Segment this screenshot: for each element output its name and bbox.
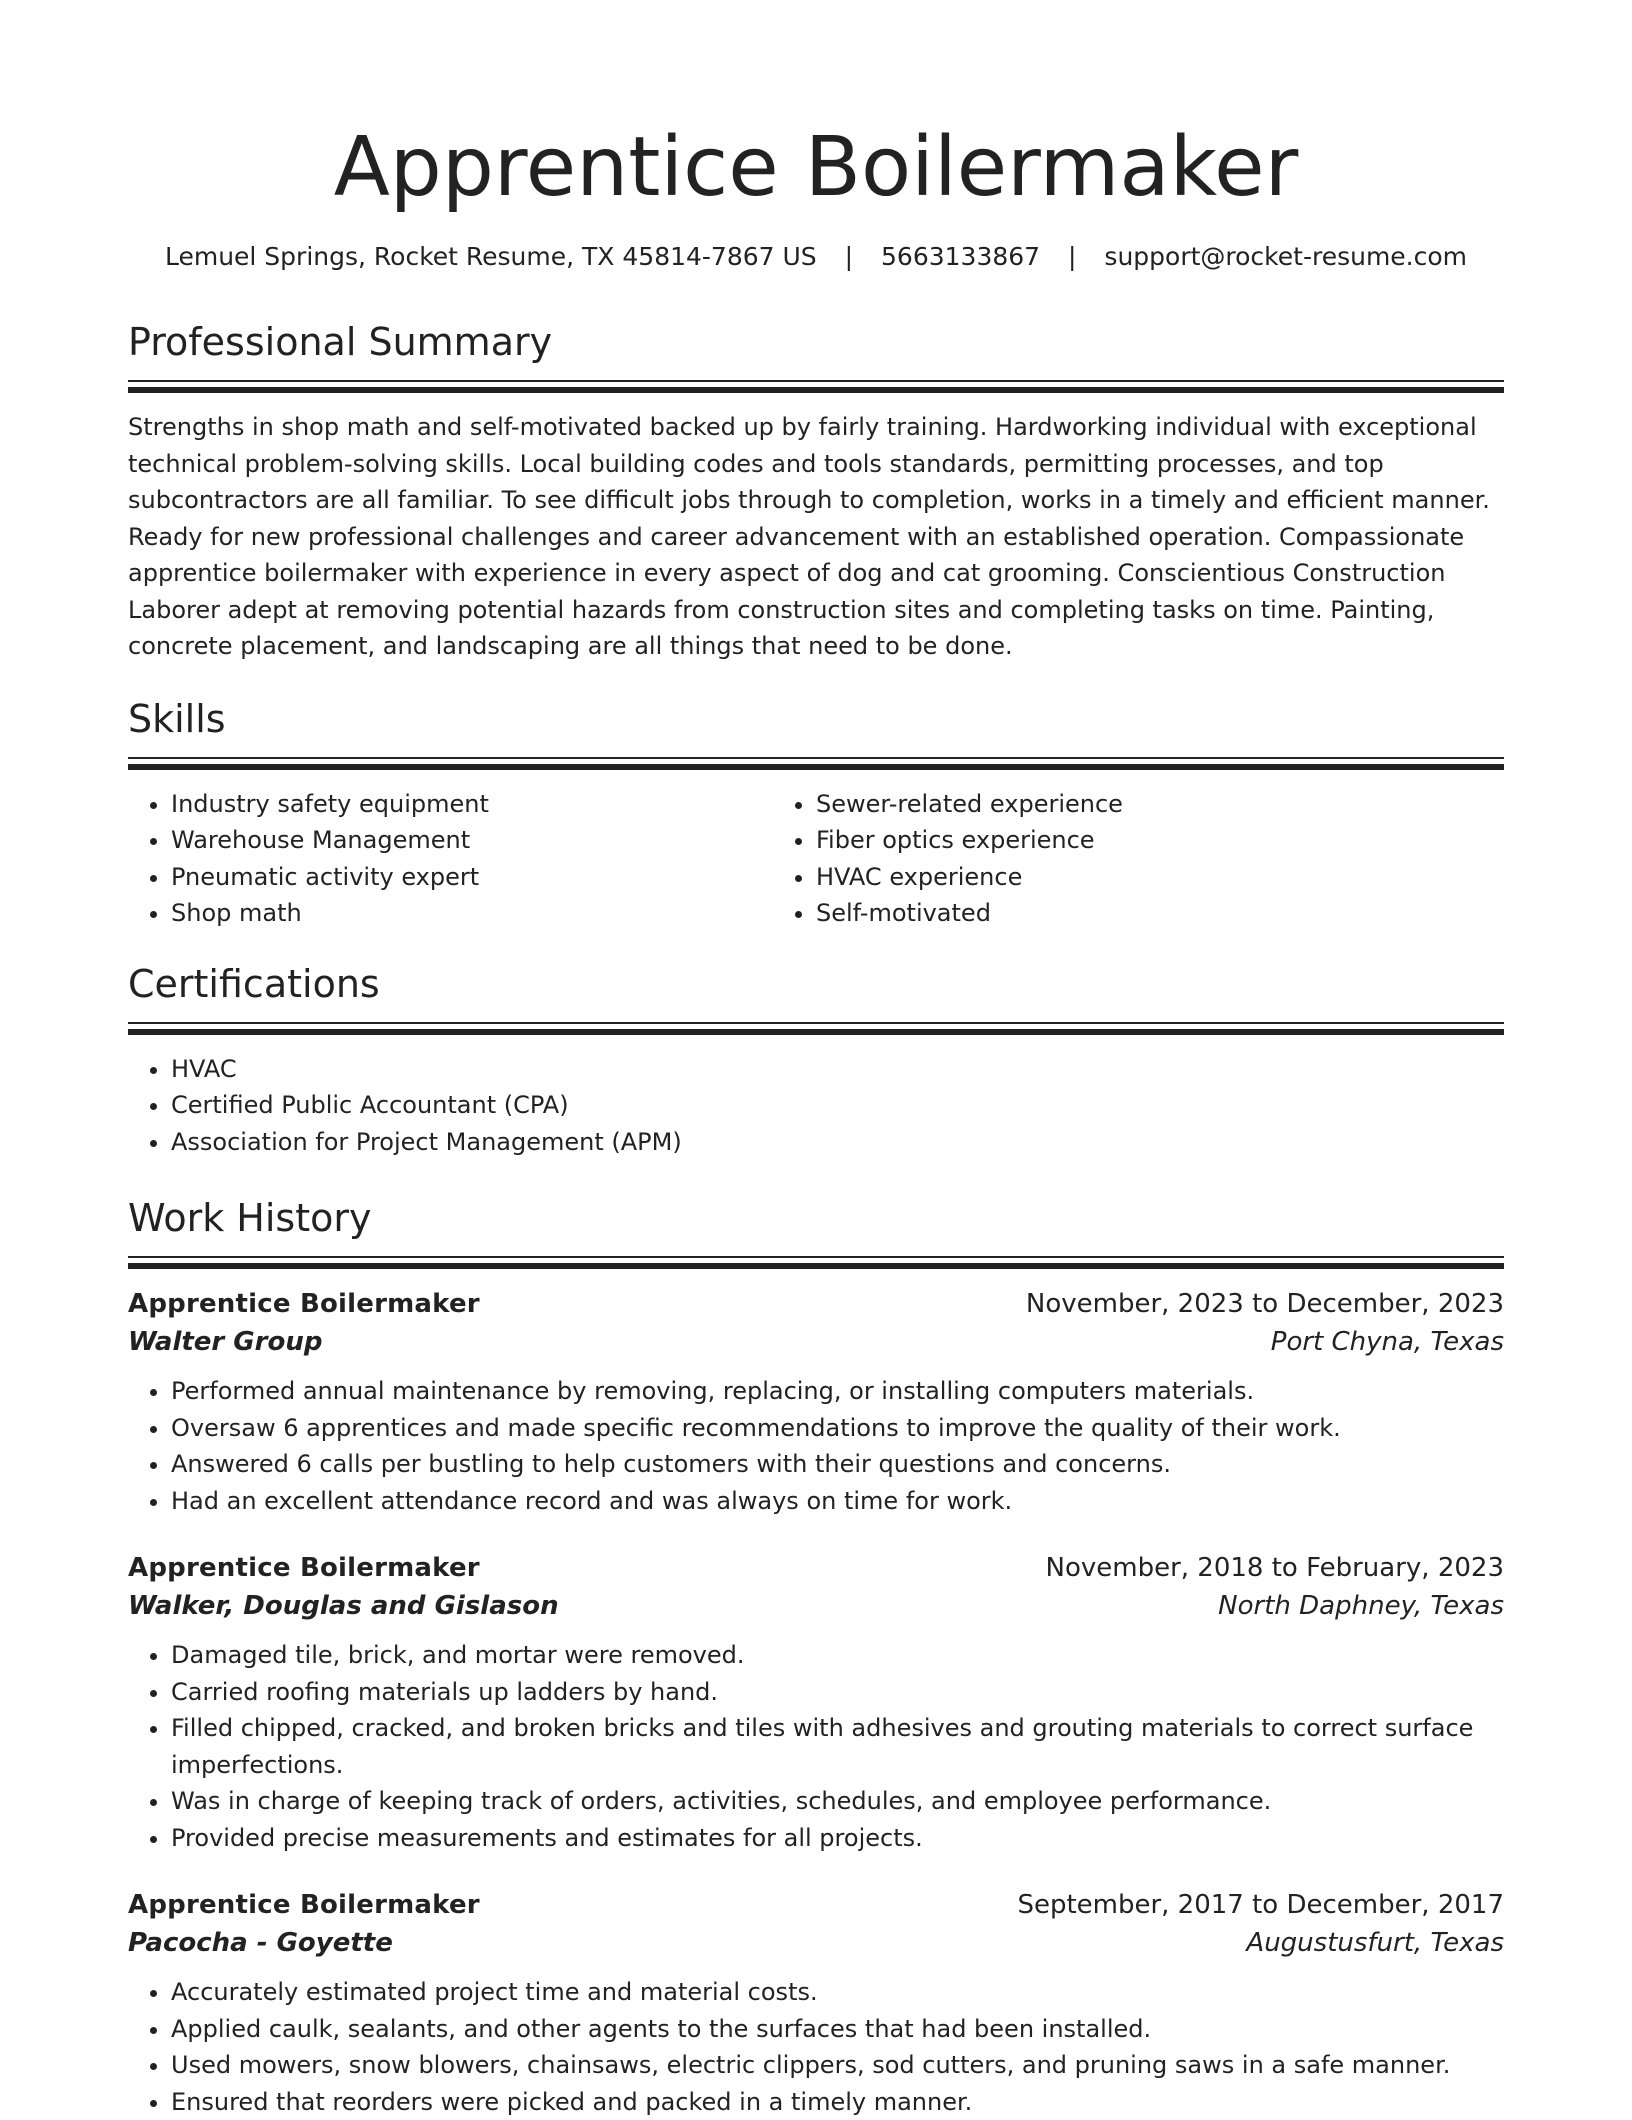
job-bullet: • Answered 6 calls per bustling to help customers with their questions and concerns. — [171, 1446, 1504, 1483]
job-bullet: • Was in charge of keeping track of orders, activities, schedules, and employee performance. — [171, 1783, 1504, 1820]
skill-item: • Self-motivated — [816, 895, 1461, 932]
skills-list-left — [128, 786, 816, 932]
job-dates: September, 2017 to December, 2017 — [1017, 1886, 1504, 1924]
job-bullet: • Had an excellent attendance record and was always on time for work. — [171, 1483, 1504, 1520]
skill-item: • HVAC experience — [816, 859, 1461, 896]
skill-item: • Sewer-related experience — [816, 786, 1461, 823]
job-bullet: • Provided precise measurements and estimates for all projects. — [171, 1820, 1504, 1857]
contact-phone: 5663133867 — [881, 242, 1040, 271]
certifications-section — [128, 960, 1504, 1161]
skills-list-right — [773, 786, 1461, 932]
job-company: Walter Group — [128, 1323, 322, 1361]
job-company: Pacocha - Goyette — [128, 1924, 393, 1962]
job-bullet: • Accurately estimated project time and material costs. — [171, 1974, 1504, 2011]
job-location: North Daphney, Texas — [1218, 1587, 1504, 1625]
section-divider-thick — [128, 1263, 1504, 1269]
job-entry — [128, 1549, 1504, 1856]
job-entry — [128, 1886, 1504, 2120]
skills-section — [128, 695, 1504, 932]
job-bullet: • Used mowers, snow blowers, chainsaws, electric clippers, sod cutters, and pruning saws in a safe manner. — [171, 2047, 1504, 2084]
job-company: Walker, Douglas and Gislason — [128, 1587, 559, 1625]
section-divider-thin — [128, 1256, 1504, 1258]
skill-item: • Industry safety equipment — [171, 786, 816, 823]
section-divider-thick — [128, 764, 1504, 770]
job-bullet: • Carried roofing materials up ladders by hand. — [171, 1674, 1504, 1711]
resume-page — [128, 0, 1504, 2120]
certification-item: • Association for Project Management (APM) — [171, 1124, 1504, 1161]
contact-address: Lemuel Springs, Rocket Resume, TX 45814-7867 US — [165, 242, 817, 271]
contact-email[interactable]: support@rocket-resume.com — [1104, 242, 1467, 271]
skills-columns — [128, 786, 1504, 932]
section-divider-thick — [128, 1029, 1504, 1035]
job-bullet: • Filled chipped, cracked, and broken bricks and tiles with adhesives and grouting materials to correct surface imperfections. — [171, 1710, 1504, 1783]
contact-separator: | — [1068, 240, 1076, 274]
job-entry — [128, 1285, 1504, 1519]
certification-item: • Certified Public Accountant (CPA) — [171, 1087, 1504, 1124]
section-title-certifications: Certifications — [128, 960, 1504, 1008]
job-location: Augustusfurt, Texas — [1246, 1924, 1504, 1962]
job-header — [128, 1549, 1504, 1587]
job-header — [128, 1886, 1504, 1924]
job-bullet: • Performed annual maintenance by removing, replacing, or installing computers materials. — [171, 1373, 1504, 1410]
job-title: Apprentice Boilermaker — [128, 1886, 480, 1924]
section-title-work-history: Work History — [128, 1194, 1504, 1242]
section-title-summary: Professional Summary — [128, 318, 1504, 366]
job-bullet: • Damaged tile, brick, and mortar were removed. — [171, 1637, 1504, 1674]
candidate-name: Apprentice Boilermaker — [128, 0, 1504, 218]
job-bullet: • Applied caulk, sealants, and other agents to the surfaces that had been installed. — [171, 2011, 1504, 2048]
job-dates: November, 2018 to February, 2023 — [1046, 1549, 1505, 1587]
work-history-section — [128, 1194, 1504, 2120]
section-divider-thin — [128, 1022, 1504, 1024]
certification-item: • HVAC — [171, 1051, 1504, 1088]
section-divider-thin — [128, 757, 1504, 759]
job-bullet: • Ensured that reorders were picked and packed in a timely manner. — [171, 2084, 1504, 2120]
skill-item: • Shop math — [171, 895, 816, 932]
job-subheader — [128, 1587, 1504, 1625]
job-dates: November, 2023 to December, 2023 — [1026, 1285, 1504, 1323]
job-header — [128, 1285, 1504, 1323]
skill-item: • Fiber optics experience — [816, 822, 1461, 859]
certifications-list — [128, 1051, 1504, 1161]
section-divider-thin — [128, 380, 1504, 382]
job-bullet: • Oversaw 6 apprentices and made specific recommendations to improve the quality of their work. — [171, 1410, 1504, 1447]
job-location: Port Chyna, Texas — [1271, 1323, 1504, 1361]
contact-line — [128, 240, 1504, 274]
contact-separator: | — [845, 240, 853, 274]
job-bullets — [128, 1637, 1504, 1856]
job-title: Apprentice Boilermaker — [128, 1549, 480, 1587]
job-bullets — [128, 1373, 1504, 1519]
section-divider-thick — [128, 387, 1504, 393]
summary-text: Strengths in shop math and self-motivated backed up by fairly training. Hardworking individual with exceptional technical problem-solving skills. Local building codes and tools standards, permitting processes, and top subcontractors are all familiar. To see difficult jobs through to completion, works in a timely and efficient manner. Ready for new professional challenges and career advancement with an established operation. Compassionate apprentice boilermaker with experience in every aspect of dog and cat grooming. Conscientious Construction Laborer adept at removing potential hazards from construction sites and completing tasks on time. Painting, concrete placement, and landscaping are all things that need to be done. — [128, 409, 1504, 665]
skill-item: • Warehouse Management — [171, 822, 816, 859]
skill-item: • Pneumatic activity expert — [171, 859, 816, 896]
job-title: Apprentice Boilermaker — [128, 1285, 480, 1323]
job-subheader — [128, 1323, 1504, 1361]
summary-section — [128, 318, 1504, 665]
section-title-skills: Skills — [128, 695, 1504, 743]
job-subheader — [128, 1924, 1504, 1962]
job-bullets — [128, 1974, 1504, 2120]
